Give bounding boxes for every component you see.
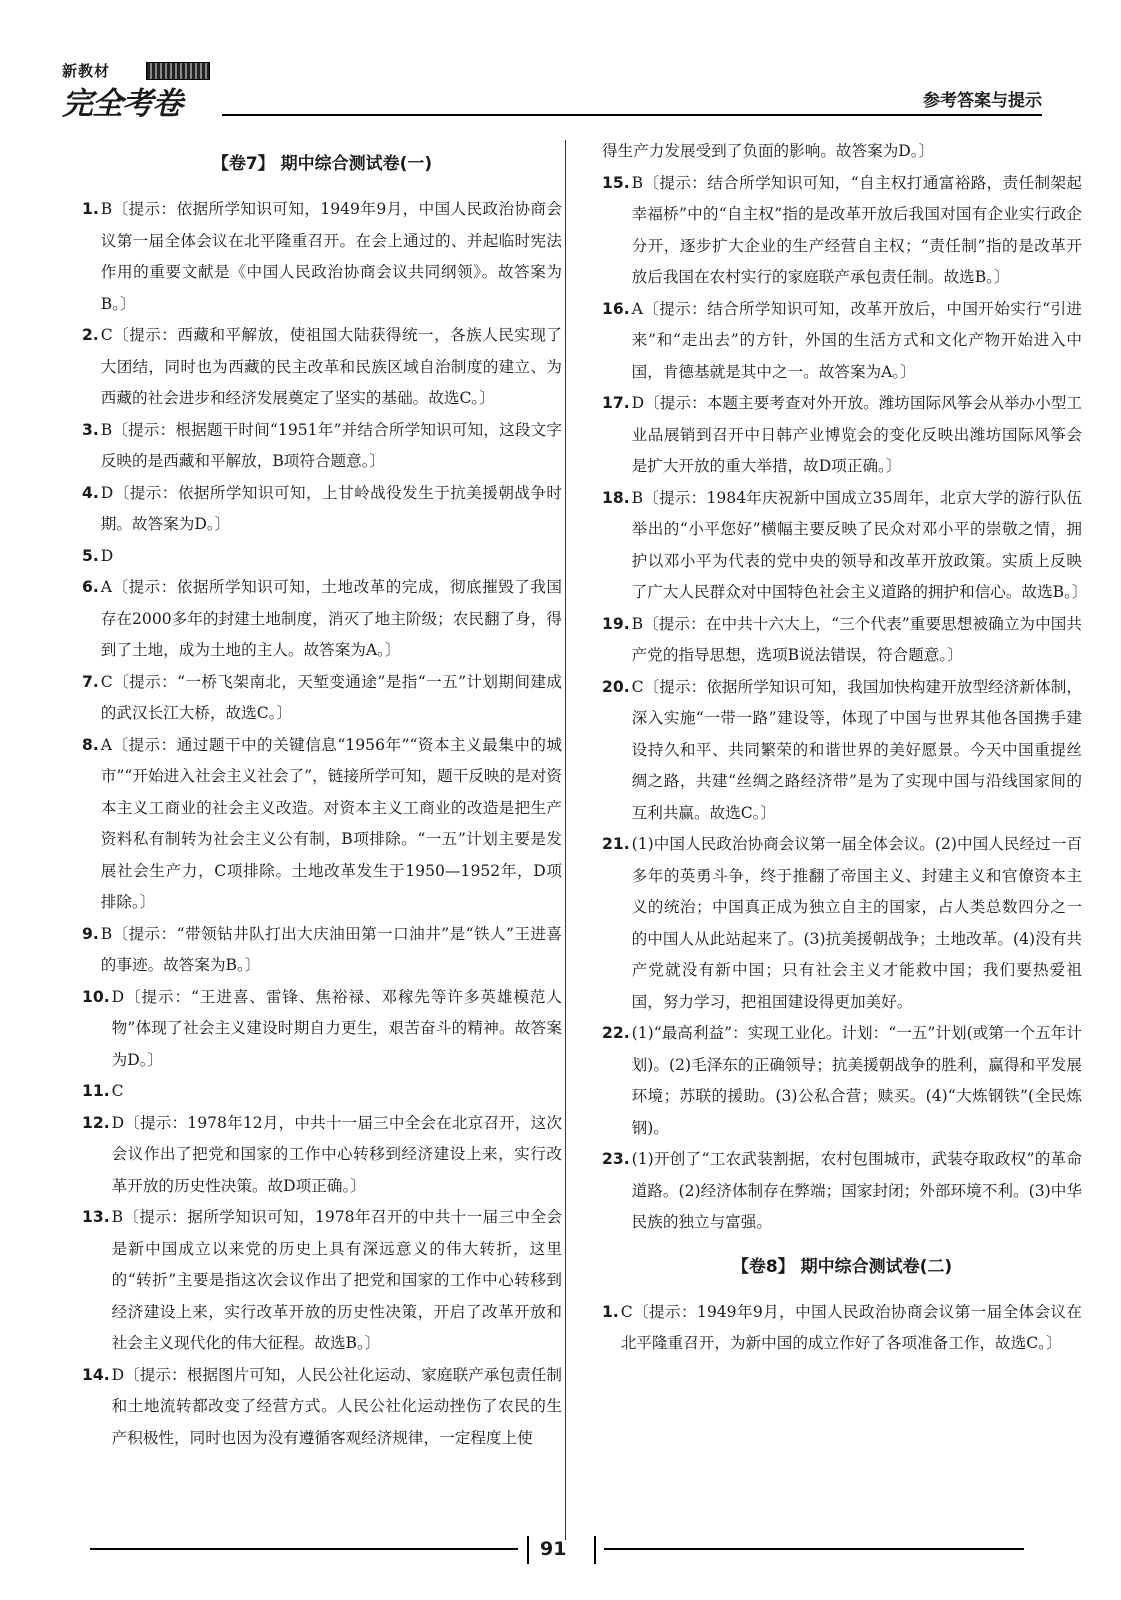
section-title: 【卷7】 期中综合测试卷(一) xyxy=(211,154,433,174)
answer-text: C xyxy=(111,1082,124,1100)
answer-text: B〔提示：“带领钻井队打出大庆油田第一口油井”是“铁人”王进喜的事迹。故答案为B。〕 xyxy=(100,924,562,974)
header-rule xyxy=(222,114,1042,116)
answer-text: (1)“最高利益”：实现工业化。计划：“一五”计划(或第一个五年计划)。(2)毛泽东的正确领导；抗美援朝战争的胜利，赢得和平发展环境；苏联的援助。(3)公私合营；赎买。(4)“大炼钢铁”(全民炼钢)。 xyxy=(631,1024,1082,1137)
answer-text: D〔提示：1978年12月，中共十一届三中全会在北京召开，这次会议作出了把党和国家的工作中心转移到经济建设上来，实行改革开放的历史性决策。故D项正确。〕 xyxy=(111,1113,562,1195)
answer-text: D xyxy=(100,546,114,565)
section-title: 【卷8】 期中综合测试卷(二) xyxy=(731,1256,953,1277)
brand-label: 新教材 xyxy=(62,62,111,80)
answer-number: 16. xyxy=(602,299,630,318)
list-item xyxy=(82,1202,562,1360)
list-item xyxy=(602,1144,1082,1239)
answer-number: 9. xyxy=(82,924,99,943)
list-item xyxy=(602,294,1082,389)
answer-text: A〔提示：依据所学知识可知，土地改革的完成，彻底摧毁了我国存在2000多年的封建土地制度，消灭了地主阶级；农民翻了身，得到了土地，成为土地的主人。故答案为A。〕 xyxy=(100,578,562,659)
answer-number: 5. xyxy=(82,546,99,565)
answer-text: D〔提示：“王进喜、雷锋、焦裕禄、邓稼先等许多英雄模范人物”体现了社会主义建设时期自力更生，艰苦奋斗的精神。故答案为D。〕 xyxy=(111,987,562,1069)
answer-text: D〔提示：依据所学知识可知，上甘岭战役发生于抗美援朝战争时期。故答案为D。〕 xyxy=(100,483,562,533)
list-item xyxy=(82,1360,562,1455)
page-header xyxy=(62,60,1042,120)
list-item xyxy=(602,168,1082,294)
footer-bar-left xyxy=(527,1536,529,1564)
column-divider xyxy=(565,140,566,1540)
page-number: 91 xyxy=(540,1538,567,1560)
list-item xyxy=(82,1076,562,1108)
answer-number: 8. xyxy=(82,735,99,754)
answer-text: B〔提示：1984年庆祝新中国成立35周年，北京大学的游行队伍举出的“小平您好”横幅主要反映了民众对邓小平的崇敬之情，拥护以邓小平为代表的党中央的领导和改革开放政策。实质上反映了广大人民群众对中国特色社会主义道路的拥护和信心。故选B。〕 xyxy=(631,488,1088,601)
footer-rule-left xyxy=(90,1548,518,1550)
list-item xyxy=(82,194,562,320)
brand-logo: 完全考卷 xyxy=(62,86,182,122)
answer-number: 3. xyxy=(82,420,99,439)
continuation-text xyxy=(602,136,1082,168)
answer-text: B〔提示：据所学知识可知，1978年召开的中共十一届三中全会是新中国成立以来党的历史上具有深远意义的伟大转折，这里的“转折”主要是指这次会议作出了把党和国家的工作中心转移到经济建设上来，实行改革开放的历史性决策，开启了改革开放和社会主义现代化的伟大征程。故选B。〕 xyxy=(111,1208,562,1352)
list-item xyxy=(82,572,562,667)
list-item xyxy=(82,320,562,415)
answer-number: 21. xyxy=(602,835,630,853)
answer-number: 19. xyxy=(602,614,630,633)
answer-number: 14. xyxy=(82,1365,110,1384)
answer-number: 23. xyxy=(602,1150,630,1168)
answer-list xyxy=(82,194,562,1454)
list-item xyxy=(602,829,1082,1018)
answer-text: (1)开创了“工农武装割据，农村包围城市，武装夺取政权”的革命道路。(2)经济体制存在弊端；国家封闭；外部环境不利。(3)中华民族的独立与富强。 xyxy=(631,1150,1082,1231)
list-item xyxy=(602,1297,1082,1360)
answer-text: C〔提示：1949年9月，中国人民政治协商会议第一届全体会议在北平隆重召开，为新中国的成立作好了各项准备工作，故选C。〕 xyxy=(620,1302,1082,1352)
list-item xyxy=(82,730,562,919)
answer-number: 12. xyxy=(82,1113,110,1132)
list-item xyxy=(82,667,562,730)
answer-text: 得生产力发展受到了负面的影响。故答案为D。〕 xyxy=(602,142,935,160)
answer-text: B〔提示：根据题干时间“1951年”并结合所学知识可知，这段文字反映的是西藏和平解放，B项符合题意。〕 xyxy=(100,420,562,470)
answer-text: B〔提示：在中共十六大上，“三个代表”重要思想被确立为中国共产党的指导思想，选项B说法错误，符合题意。〕 xyxy=(631,614,1082,664)
list-item xyxy=(82,478,562,541)
answer-number: 2. xyxy=(82,326,99,344)
list-item xyxy=(602,609,1082,672)
answer-text: A〔提示：结合所学知识可知，改革开放后，中国开始实行“引进来”和“走出去”的方针，外国的生活方式和文化产物开始进入中国，肯德基就是其中之一。故答案为A。〕 xyxy=(631,299,1082,381)
answer-text: A〔提示：通过题干中的关键信息“1956年”“资本主义最集中的城市”“开始进入社会主义社会了”，链接所学可知，题干反映的是对资本主义工商业的社会主义改造。对资本主义工商业的改造是把生产资料私有制转为社会主义公有制，B项排除。“一五”计划主要是发展社会生产力，C项排除。土地改革发生于1950—1952年，D项排除。〕 xyxy=(100,735,562,911)
footer-bar-right xyxy=(594,1536,596,1564)
answer-text: (1)中国人民政治协商会议第一届全体会议。(2)中国人民经过一百多年的英勇斗争，终于推翻了帝国主义、封建主义和官僚资本主义的统治；中国真正成为独立自主的国家，占人类总数四分之一的中国人从此站起来了。(3)抗美援朝战争；土地改革。(4)没有共产党就没有新中国；只有社会主义才能救中国；我们要热爱祖国，努力学习，把祖国建设得更加美好。 xyxy=(631,835,1082,1011)
answer-number: 15. xyxy=(602,173,630,192)
answer-number: 1. xyxy=(602,1302,619,1321)
answer-number: 11. xyxy=(82,1082,110,1100)
answer-text: B〔提示：依据所学知识可知，1949年9月，中国人民政治协商会议第一届全体会议在北平隆重召开。在会上通过的、并起临时宪法作用的重要文献是《中国人民政治协商会议共同纲领》。故答案为B。〕 xyxy=(100,200,562,313)
answer-list xyxy=(602,168,1088,1239)
answer-number: 7. xyxy=(82,672,99,691)
answer-text: D〔提示：根据图片可知，人民公社化运动、家庭联产承包责任制和土地流转都改变了经营方式。人民公社化运动挫伤了农民的生产积极性，同时也因为没有遵循客观经济规律，一定程度上使 xyxy=(111,1365,562,1447)
list-item xyxy=(82,1108,562,1203)
answer-list xyxy=(602,1297,1082,1360)
answer-text: B〔提示：结合所学知识可知，“自主权打通富裕路，责任制架起幸福桥”中的“自主权”指的是改革开放后我国对国有企业实行政企分开，逐步扩大企业的生产经营自主权；“责任制”指的是改革开放后我国在农村实行的家庭联产承包责任制。故选B。〕 xyxy=(631,173,1082,286)
answer-text: C〔提示：“一桥飞架南北，天堑变通途”是指“一五”计划期间建成的武汉长江大桥，故选C。〕 xyxy=(100,672,562,722)
answer-number: 4. xyxy=(82,483,99,502)
list-item xyxy=(602,483,1088,609)
answer-text: D〔提示：本题主要考查对外开放。潍坊国际风筝会从举办小型工业品展销到召开中日韩产业博览会的变化反映出潍坊国际风筝会是扩大开放的重大举措，故D项正确。〕 xyxy=(631,394,1082,475)
list-item xyxy=(82,541,562,573)
list-item xyxy=(82,919,562,982)
list-item xyxy=(602,672,1082,830)
footer-rule-right xyxy=(604,1548,1024,1550)
answer-number: 1. xyxy=(82,200,99,218)
answer-number: 6. xyxy=(82,578,99,596)
answer-number: 17. xyxy=(602,394,630,412)
right-column xyxy=(602,136,1088,1360)
answer-number: 22. xyxy=(602,1024,630,1042)
list-item xyxy=(602,388,1082,483)
answer-text: C〔提示：依据所学知识可知，我国加快构建开放型经济新体制，深入实施“一带一路”建设等，体现了中国与世界其他各国携手建设持久和平、共同繁荣的和谐世界的美好愿景。今天中国重提丝绸之路，共建“丝绸之路经济带”是为了实现中国与沿线国家间的互利共赢。故选C。〕 xyxy=(631,677,1082,822)
left-column xyxy=(82,136,562,1454)
answer-number: 13. xyxy=(82,1208,110,1226)
list-item xyxy=(602,1018,1082,1144)
answer-text: C〔提示：西藏和平解放，使祖国大陆获得统一，各族人民实现了大团结，同时也为西藏的民主改革和民族区域自治制度的建立、为西藏的社会进步和经济发展奠定了坚实的基础。故选C。〕 xyxy=(100,326,562,407)
answer-number: 10. xyxy=(82,987,110,1006)
answer-number: 18. xyxy=(602,488,630,507)
list-item xyxy=(82,982,562,1077)
answer-number: 20. xyxy=(602,677,630,696)
header-title: 参考答案与提示 xyxy=(923,91,1042,111)
list-item xyxy=(82,415,562,478)
